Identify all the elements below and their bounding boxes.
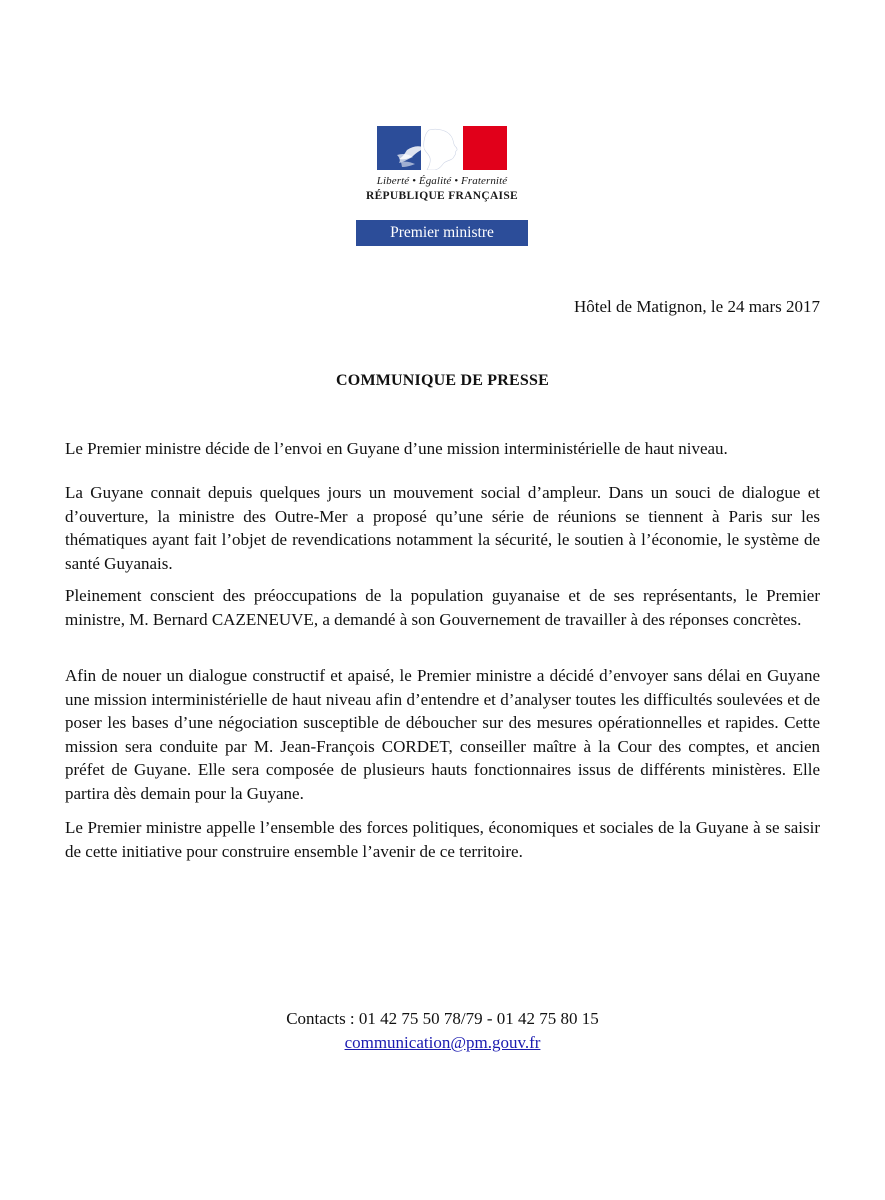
paragraph: Le Premier ministre décide de l’envoi en Guyane d’une mission interministérielle de haut niveau.	[65, 439, 728, 458]
contact-phones: Contacts : 01 42 75 50 78/79 - 01 42 75 80 15	[286, 1009, 599, 1028]
republic-name: RÉPUBLIQUE FRANÇAISE	[365, 190, 518, 202]
paragraph: Afin de nouer un dialogue constructif et apaisé, le Premier ministre a décidé d’envoyer sans délai en Guyane une mission interministérielle de haut niveau afin d’entendre et d’analyser toutes les difficultés soulevées et de poser les bases d’une négociation susceptible de déboucher sur des mesures opérationnelles et rapides. Cette mission sera conduite par M. Jean-François CORDET, conseiller maître à la Cour des comptes, et ancien préfet de Guyane. Elle sera composée de plusieurs hauts fonctionnaires issus de différents ministères. Elle partira dès demain pour la Guyane.	[65, 666, 820, 803]
contact-email-link[interactable]: communication@pm.gouv.fr	[344, 1033, 541, 1052]
paragraph: Pleinement conscient des préoccupations de la population guyanaise et de ses représentants, le Premier ministre, M. Bernard CAZENEUVE, a demandé à son Gouvernement de travailler à des réponses concrètes.	[65, 586, 820, 629]
marianne-flag-icon	[377, 126, 507, 170]
paragraph: La Guyane connait depuis quelques jours un mouvement social d’ampleur. Dans un souci de dialogue et d’ouverture, la ministre des Outre-Mer a proposé qu’une série de réunions se tiennent à Paris sur les thématiques ayant fait l’objet de revendications notamment la sécurité, le soutien à l’économie, le système de santé Guyanais.	[65, 483, 820, 573]
page-title: COMMUNIQUE DE PRESSE	[336, 372, 549, 389]
dateline: Hôtel de Matignon, le 24 mars 2017	[574, 297, 820, 316]
contacts-block	[0, 1007, 885, 1055]
office-banner: Premier ministre	[356, 220, 528, 246]
republique-francaise-logo	[356, 126, 528, 248]
republic-motto: Liberté • Égalité • Fraternité	[376, 175, 508, 187]
paragraph: Le Premier ministre appelle l’ensemble des forces politiques, économiques et sociales de la Guyane à se saisir de cette initiative pour construire ensemble l’avenir de ce territoire.	[65, 818, 820, 861]
